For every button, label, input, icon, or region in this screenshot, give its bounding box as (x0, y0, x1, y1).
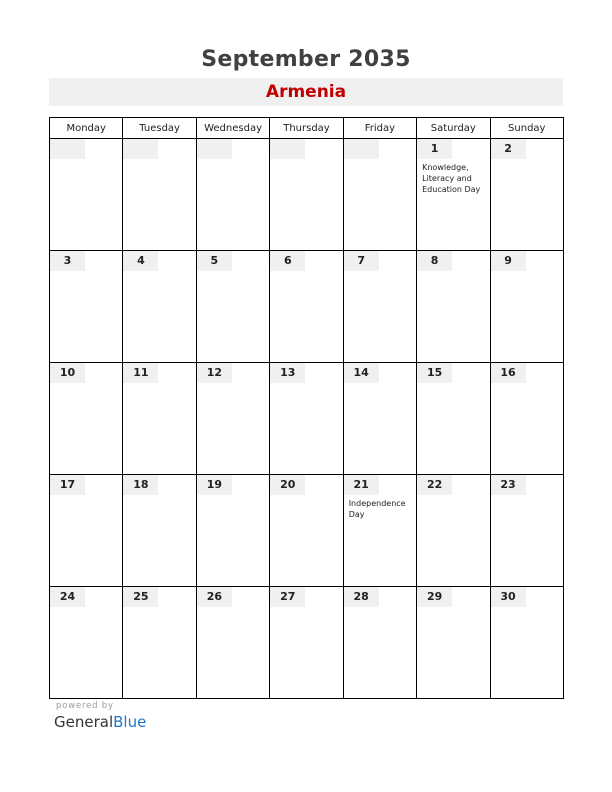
date-number: 19 (206, 478, 222, 491)
date-number: 18 (133, 478, 149, 491)
holiday-label: Independence Day (348, 499, 406, 519)
country-name: Armenia (265, 82, 347, 102)
day-cell (490, 475, 563, 587)
day-cell (123, 587, 196, 699)
date-number: 21 (353, 478, 369, 491)
calendar-title: September 2035 (201, 47, 411, 72)
month-calendar (49, 117, 564, 699)
week-row (50, 139, 564, 251)
day-cell (417, 251, 490, 363)
date-number: 7 (357, 254, 366, 267)
date-box (344, 139, 379, 159)
day-cell (50, 251, 123, 363)
date-number: 26 (206, 590, 222, 603)
week-row (50, 587, 564, 699)
date-number: 24 (59, 590, 76, 603)
date-number: 30 (500, 590, 516, 603)
date-number: 27 (280, 590, 296, 603)
date-number: 11 (133, 366, 149, 379)
date-number: 10 (59, 366, 76, 379)
date-number: 1 (430, 142, 439, 155)
day-cell (270, 139, 343, 251)
day-cell (270, 587, 343, 699)
day-cell (343, 587, 416, 699)
day-cell (270, 475, 343, 587)
day-cell (270, 363, 343, 475)
date-number: 23 (500, 478, 516, 491)
date-number: 20 (280, 478, 296, 491)
day-cell (343, 251, 416, 363)
week-row (50, 475, 564, 587)
country-banner (49, 78, 563, 106)
day-cell (196, 251, 269, 363)
day-cell (50, 475, 123, 587)
week-row (50, 251, 564, 363)
date-box (50, 139, 85, 159)
date-number: 5 (210, 254, 219, 267)
date-box (270, 139, 305, 159)
date-number: 29 (426, 590, 443, 603)
weekday-thursday: Thursday (270, 118, 343, 139)
date-number: 17 (59, 478, 76, 491)
weekday-friday: Friday (343, 118, 416, 139)
date-number: 16 (500, 366, 516, 379)
date-number: 12 (206, 366, 222, 379)
day-cell (490, 139, 563, 251)
date-number: 13 (280, 366, 296, 379)
day-cell (490, 363, 563, 475)
day-cell (417, 587, 490, 699)
brand-blue: Blue (113, 713, 147, 731)
date-box (123, 139, 158, 159)
date-number: 8 (430, 254, 439, 267)
powered-by-text: powered by (56, 701, 114, 711)
generalblue-logo[interactable] (54, 713, 146, 731)
day-cell (123, 363, 196, 475)
day-cell (196, 587, 269, 699)
day-cell (417, 475, 490, 587)
date-number: 6 (283, 254, 292, 267)
day-cell (196, 139, 269, 251)
date-box (197, 139, 232, 159)
day-cell (343, 475, 416, 587)
day-cell (490, 587, 563, 699)
weekday-tuesday: Tuesday (123, 118, 196, 139)
day-cell (343, 363, 416, 475)
weekday-wednesday: Wednesday (196, 118, 269, 139)
holiday-label: Knowledge, Literacy and Education Day (422, 163, 481, 194)
day-cell (50, 363, 123, 475)
date-number: 14 (353, 366, 369, 379)
day-cell (196, 363, 269, 475)
date-number: 15 (426, 366, 443, 379)
day-cell (50, 139, 123, 251)
day-cell (123, 139, 196, 251)
date-number: 28 (353, 590, 369, 603)
week-row (50, 363, 564, 475)
date-number: 22 (426, 478, 443, 491)
day-cell (270, 251, 343, 363)
weekday-header-row (50, 118, 564, 139)
day-cell (50, 587, 123, 699)
day-cell (123, 251, 196, 363)
date-number: 25 (133, 590, 149, 603)
date-number: 4 (137, 254, 145, 267)
weekday-monday: Monday (50, 118, 123, 139)
day-cell (196, 475, 269, 587)
date-number: 9 (504, 254, 512, 267)
brand-general: General (54, 713, 114, 731)
day-cell (490, 251, 563, 363)
weekday-sunday: Sunday (490, 118, 563, 139)
day-cell (123, 475, 196, 587)
date-number: 2 (504, 142, 512, 155)
day-cell (417, 363, 490, 475)
date-number: 3 (63, 254, 72, 267)
day-cell (417, 139, 490, 251)
weekday-saturday: Saturday (417, 118, 490, 139)
day-cell (343, 139, 416, 251)
